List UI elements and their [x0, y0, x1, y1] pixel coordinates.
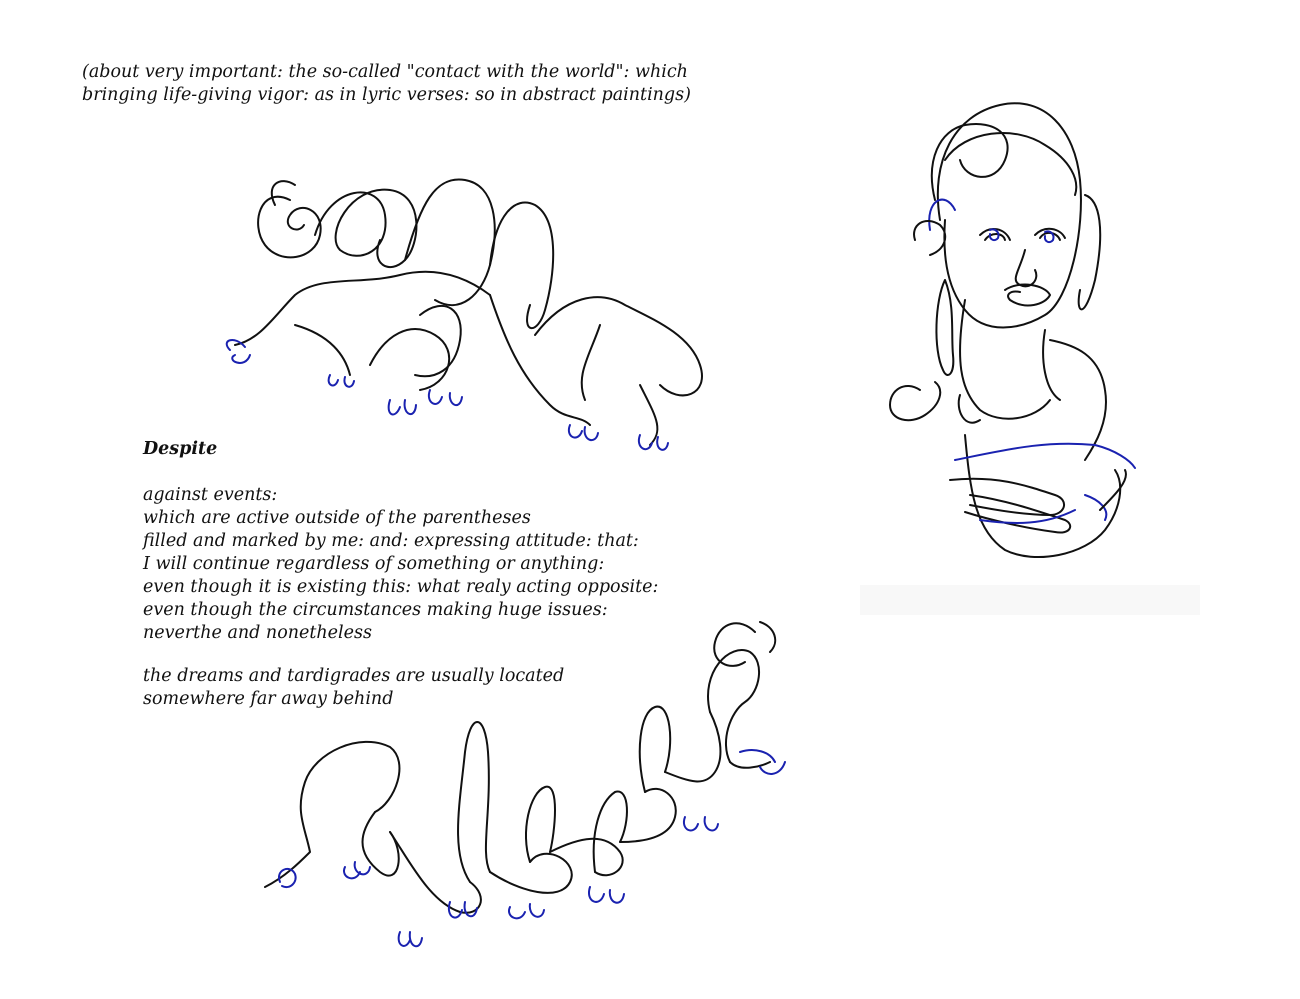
intro-line-1: (about very important: the so-called "contact with the world": which: [82, 62, 688, 82]
tardigrade-drawing-bottom: [260, 612, 800, 967]
intro-text: [82, 61, 691, 107]
poem-line: which are active outside of the parentheses: [143, 508, 531, 528]
poem-line: filled and marked by me: and: expressing attitude: that:: [143, 531, 639, 551]
poem-line: neverthe and nonetheless: [143, 623, 372, 643]
tardigrade-drawing-top: [220, 165, 720, 465]
intro-line-2: bringing life-giving vigor: as in lyric verses: so in abstract paintings): [82, 85, 691, 105]
portrait-lines: [890, 103, 1135, 557]
poem-line: I will continue regardless of something or anything:: [143, 554, 605, 574]
background-smudge: [860, 585, 1200, 615]
tardigrade-bottom-lines: [265, 622, 785, 946]
portrait-drawing: [885, 100, 1145, 570]
poem-line: somewhere far away behind: [143, 689, 394, 709]
poem-line: against events:: [143, 485, 278, 505]
poem-line: even though the circumstances making huge issues:: [143, 600, 608, 620]
tardigrade-top-lines: [227, 179, 702, 449]
poem-line: even though it is existing this: what realy acting opposite:: [143, 577, 659, 597]
poem-title: Despite: [143, 439, 218, 459]
poem-line: the dreams and tardigrades are usually located: [143, 666, 565, 686]
